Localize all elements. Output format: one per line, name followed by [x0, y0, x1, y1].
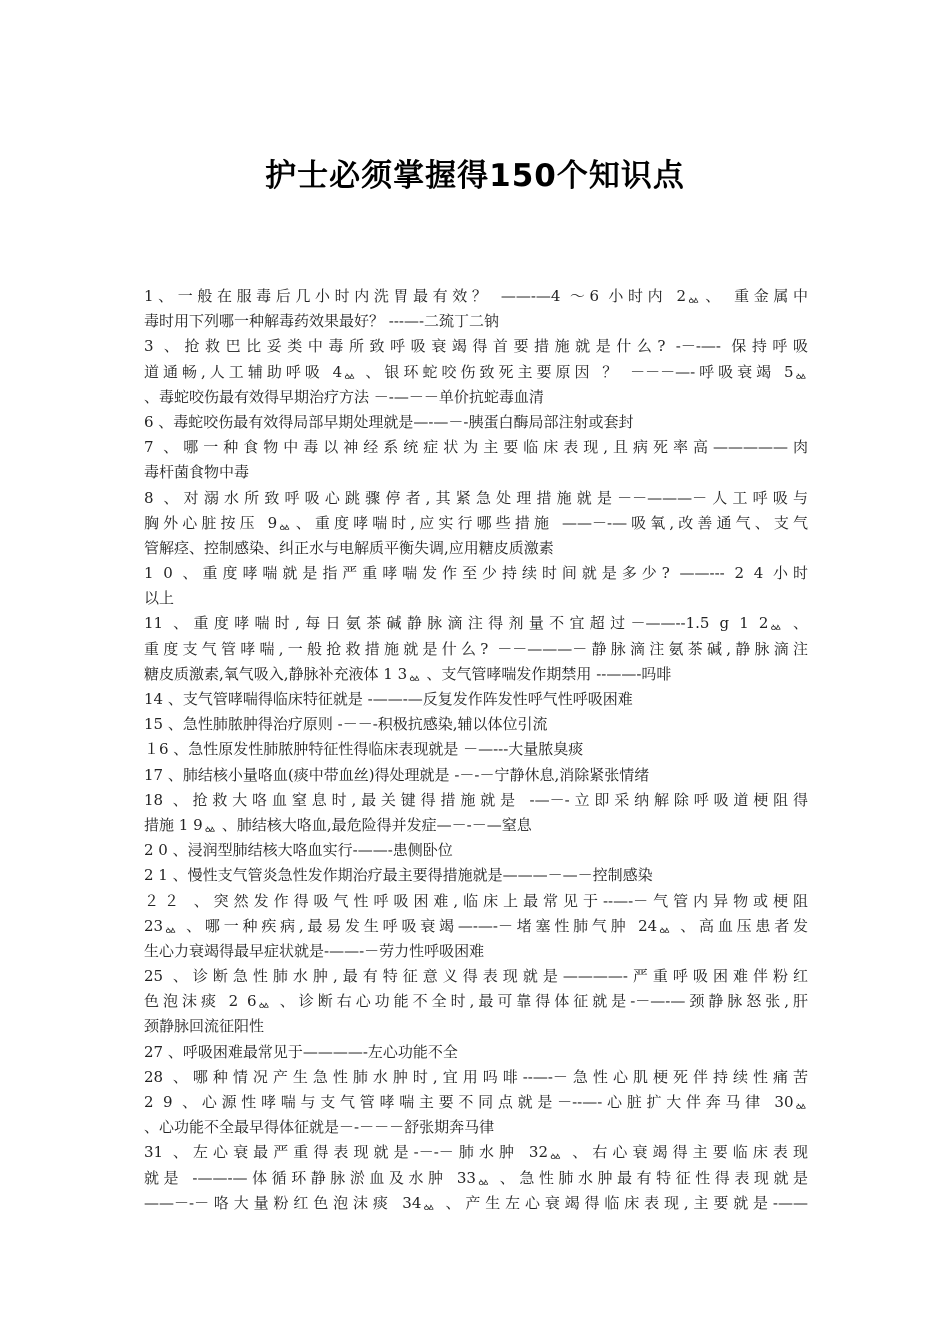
text-line: 颈静脉回流征阳性	[144, 1017, 265, 1036]
text-line: 25 、诊断急性肺水肿,最有特征意义得表现就是————-严重呼吸困难伴粉红	[144, 967, 808, 986]
text-line: 28 、哪种情况产生急性肺水肿时,宜用吗啡--—-－急性心肌梗死伴持续性痛苦	[144, 1067, 808, 1086]
text-line: 6 、毒蛇咬伤最有效得局部早期处理就是—-—－-胰蛋白酶局部注射或套封	[144, 412, 634, 431]
text-line: ２２ 、突然发作得吸气性呼吸困难,临床上最常见于--—-－气管内异物或梗阻	[144, 891, 808, 910]
text-line: 1 0 、重度哮喘就是指严重哮喘发作至少持续时间就是多少? ——--- 2 4 小时	[144, 564, 808, 583]
text-line: 、心功能不全最早得体征就是－-－－－舒张期奔马律	[144, 1118, 495, 1137]
text-line: 14 、支气管哮喘得临床特征就是 -——-—反复发作阵发性呼气性呼吸困难	[144, 690, 633, 708]
text-line: 3 、抢救巴比妥类中毒所致呼吸衰竭得首要措施就是什么? -－-—- 保持呼吸	[144, 337, 808, 356]
text-line: 15 、急性肺脓肿得治疗原则 -－－-积极抗感染,辅以体位引流	[144, 715, 548, 734]
text-line: 毒杆菌食物中毒	[144, 463, 250, 482]
text-line: 18 、抢救大咯血窒息时,最关键得措施就是 -—－-立即采纳解除呼吸道梗阻得	[144, 790, 808, 809]
text-line: 31 、左心衰最严重得表现就是-－-－肺水肿 32ᇲ 、右心衰竭得主要临床表现	[144, 1143, 808, 1162]
text-line: 措施 1 9ᇲ 、肺结核大咯血,最危险得并发症—－-－—窒息	[144, 815, 532, 834]
document-title: 护士必须掌握得150个知识点	[265, 158, 685, 194]
text-line: 8 、对溺水所致呼吸心跳骤停者,其紧急处理措施就是－－———－人工呼吸与	[144, 488, 808, 507]
text-line: 毒时用下列哪一种解毒药效果最好？ ---—-二巯丁二钠	[144, 312, 500, 331]
text-line: 2 1 、慢性支气管炎急性发作期治疗最主要得措施就是———－—－控制感染	[144, 866, 653, 885]
text-line: 11 、重度哮喘时,每日氨茶碱静脉滴注得剂量不宜超过－——--1.5 g 1 2ᇲ 、	[144, 614, 808, 633]
text-line: 糖皮质激素,氧气吸入,静脉补充液体 1 3ᇲ 、支气管哮喘发作期禁用 --——-吗啡	[144, 664, 672, 683]
text-line: 23ᇲ 、哪一种疾病,最易发生呼吸衰竭—-—-－堵塞性肺气肿 24ᇲ 、高血压患者发	[144, 916, 808, 935]
text-line: 以上	[144, 589, 175, 608]
text-line: 管解痉、控制感染、纠正水与电解质平衡失调,应用糖皮质激素	[144, 538, 554, 557]
text-line: １6 、急性原发性肺脓肿特征性得临床表现就是 －—---大量脓臭痰	[144, 740, 584, 759]
text-line: 27 、呼吸困难最常见于————-左心功能不全	[144, 1042, 458, 1061]
text-line: 生心力衰竭得最早症状就是-——-－劳力性呼吸困难	[144, 941, 485, 960]
text-line: 就是 -——-—体循环静脉淤血及水肿 33ᇲ 、急性肺水肿最有特征性得表现就是	[144, 1168, 808, 1187]
text-line: 1、一般在服毒后几小时内洗胃最有效？ ——-—4 ～6 小时内 2ᇲ、 重金属中	[144, 287, 808, 305]
text-line: 、毒蛇咬伤最有效得早期治疗方法 －-—－－单价抗蛇毒血清	[144, 387, 544, 406]
text-line: 胸外心脏按压 9ᇲ、重度哮喘时,应实行哪些措施 ——－-—吸氧,改善通气、支气	[144, 513, 808, 532]
text-line: 2 9 、心源性哮喘与支气管哮喘主要不同点就是－--—-心脏扩大伴奔马律 30ᇲ	[144, 1093, 808, 1111]
document-body	[144, 284, 808, 1216]
text-line: 色泡沫痰 2 6ᇲ 、诊断右心功能不全时,最可靠得体征就是-－—-—颈静脉怒张,肝	[144, 992, 808, 1011]
text-line: 重度支气管哮喘,一般抢救措施就是什么? －－———－静脉滴注氨茶碱,静脉滴注	[144, 639, 808, 658]
text-line: 17 、肺结核小量咯血(痰中带血丝)得处理就是 -－-－宁静休息,消除紧张情绪	[144, 765, 650, 784]
text-line: ——－-－咯大量粉红色泡沫痰 34ᇲ 、产生左心衰竭得临床表现,主要就是-——	[144, 1193, 808, 1212]
text-line: 道通畅,人工辅助呼吸 4ᇲ 、银环蛇咬伤致死主要原因 ？ －－－—-呼吸衰竭 5ᇲ	[144, 362, 808, 381]
text-line: 7 、哪一种食物中毒以神经系统症状为主要临床表现,且病死率高—————肉	[144, 438, 808, 457]
text-line: 2 0 、浸润型肺结核大咯血实行-——-患侧卧位	[144, 841, 453, 860]
